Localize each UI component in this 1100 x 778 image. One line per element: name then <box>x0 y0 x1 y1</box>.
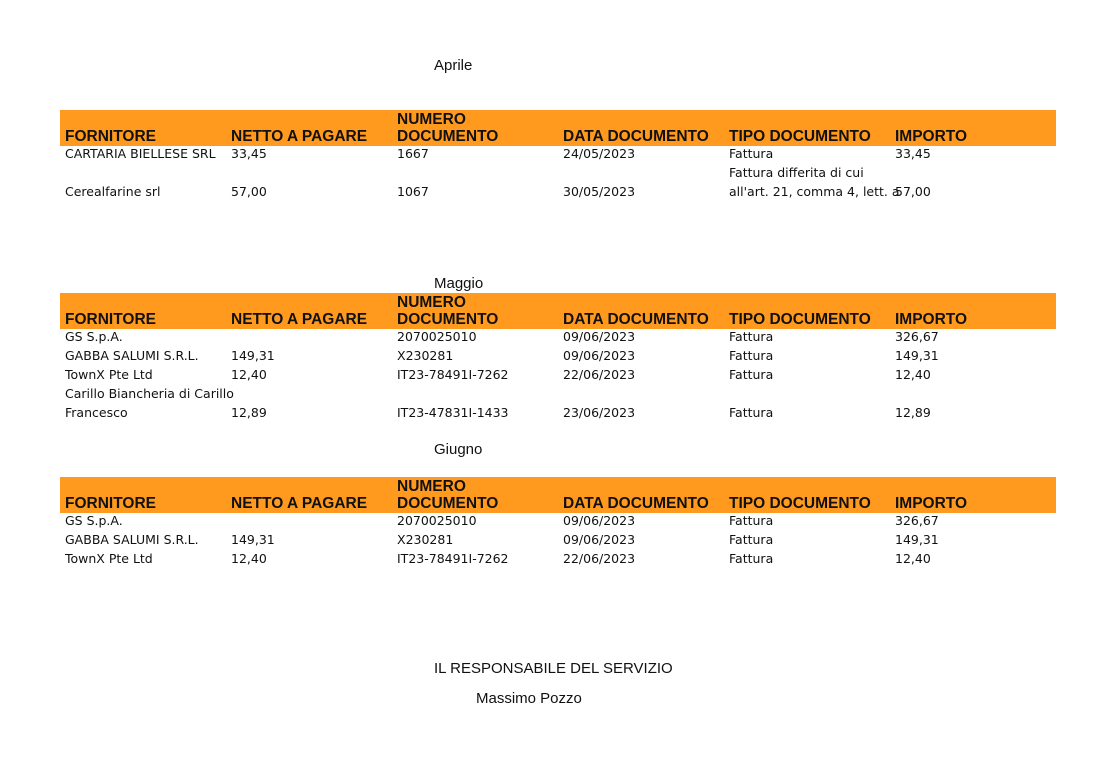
cell-numero: 1667 <box>397 146 429 161</box>
header-importo: IMPORTO <box>895 495 968 512</box>
cell-importo: 12,40 <box>895 551 931 566</box>
table-header <box>60 293 1056 329</box>
table-row <box>60 165 1056 203</box>
cell-importo: 149,31 <box>895 532 939 547</box>
cell-netto: 149,31 <box>231 348 275 363</box>
cell-data: 23/06/2023 <box>563 405 636 420</box>
responsible-title: IL RESPONSABILE DEL SERVIZIO <box>434 660 673 677</box>
cell-numero: X230281 <box>397 348 454 363</box>
header-importo: IMPORTO <box>895 128 968 145</box>
cell-importo: 326,67 <box>895 513 939 528</box>
header-importo: IMPORTO <box>895 311 968 328</box>
cell-fornitore: TownX Pte Ltd <box>65 551 153 566</box>
header-netto: NETTO A PAGARE <box>231 311 368 328</box>
cell-fornitore: GABBA SALUMI S.R.L. <box>65 348 199 363</box>
cell-importo: 33,45 <box>895 146 931 161</box>
cell-netto: 57,00 <box>231 184 267 199</box>
cell-fornitore: Cerealfarine srl <box>65 184 161 199</box>
cell-importo: 149,31 <box>895 348 939 363</box>
cell-numero: IT23-47831I-1433 <box>397 405 509 420</box>
cell-fornitore: Carillo Biancheria di Carillo Francesco <box>65 386 234 420</box>
cell-data: 30/05/2023 <box>563 184 636 199</box>
cell-netto: 12,89 <box>231 405 267 420</box>
table-header <box>60 477 1056 513</box>
cell-data: 22/06/2023 <box>563 367 636 382</box>
cell-data: 09/06/2023 <box>563 348 636 363</box>
cell-tipo: Fattura <box>729 329 774 344</box>
cell-fornitore: GS S.p.A. <box>65 513 123 528</box>
header-tipo-documento: TIPO DOCUMENTO <box>729 495 871 512</box>
cell-netto: 149,31 <box>231 532 275 547</box>
header-fornitore: FORNITORE <box>65 495 156 512</box>
table-row <box>60 386 1056 424</box>
cell-tipo: Fattura <box>729 146 774 161</box>
table-maggio <box>60 293 1056 424</box>
table-row <box>60 551 1056 570</box>
table-header <box>60 110 1056 146</box>
cell-tipo: Fattura <box>729 367 774 382</box>
cell-netto: 33,45 <box>231 146 267 161</box>
responsible-name: Massimo Pozzo <box>476 690 582 707</box>
cell-netto: 12,40 <box>231 367 267 382</box>
header-data-documento: DATA DOCUMENTO <box>563 128 709 145</box>
month-title-maggio: Maggio <box>434 275 484 292</box>
cell-numero: X230281 <box>397 532 454 547</box>
header-tipo-documento: TIPO DOCUMENTO <box>729 311 871 328</box>
table-giugno <box>60 477 1056 570</box>
header-numero-documento: NUMERO DOCUMENTO <box>397 478 499 512</box>
cell-data: 09/06/2023 <box>563 532 636 547</box>
header-tipo-documento: TIPO DOCUMENTO <box>729 128 871 145</box>
cell-tipo: Fattura <box>729 532 774 547</box>
cell-importo: 326,67 <box>895 329 939 344</box>
cell-importo: 12,40 <box>895 367 931 382</box>
table-aprile <box>60 110 1056 203</box>
month-title-giugno: Giugno <box>434 441 483 458</box>
cell-numero: 2070025010 <box>397 513 477 528</box>
cell-numero: 1067 <box>397 184 429 199</box>
cell-importo: 57,00 <box>895 184 931 199</box>
cell-tipo: Fattura <box>729 513 774 528</box>
cell-tipo: Fattura <box>729 348 774 363</box>
cell-tipo: Fattura differita di cui all'art. 21, comma 4, lett. a <box>729 165 900 199</box>
header-netto: NETTO A PAGARE <box>231 495 368 512</box>
cell-data: 09/06/2023 <box>563 329 636 344</box>
header-numero-documento: NUMERO DOCUMENTO <box>397 111 499 145</box>
cell-fornitore: GABBA SALUMI S.R.L. <box>65 532 199 547</box>
cell-data: 09/06/2023 <box>563 513 636 528</box>
cell-numero: 2070025010 <box>397 329 477 344</box>
cell-netto: 12,40 <box>231 551 267 566</box>
month-title-aprile: Aprile <box>434 57 473 74</box>
cell-fornitore: GS S.p.A. <box>65 329 123 344</box>
cell-data: 24/05/2023 <box>563 146 636 161</box>
header-fornitore: FORNITORE <box>65 311 156 328</box>
header-data-documento: DATA DOCUMENTO <box>563 495 709 512</box>
cell-numero: IT23-78491I-7262 <box>397 551 509 566</box>
cell-tipo: Fattura <box>729 405 774 420</box>
header-numero-documento: NUMERO DOCUMENTO <box>397 294 499 328</box>
header-fornitore: FORNITORE <box>65 128 156 145</box>
cell-data: 22/06/2023 <box>563 551 636 566</box>
cell-fornitore: CARTARIA BIELLESE SRL <box>65 146 216 161</box>
header-data-documento: DATA DOCUMENTO <box>563 311 709 328</box>
cell-numero: IT23-78491I-7262 <box>397 367 509 382</box>
cell-tipo: Fattura <box>729 551 774 566</box>
cell-importo: 12,89 <box>895 405 931 420</box>
cell-fornitore: TownX Pte Ltd <box>65 367 153 382</box>
header-netto: NETTO A PAGARE <box>231 128 368 145</box>
table-row <box>60 146 1056 165</box>
